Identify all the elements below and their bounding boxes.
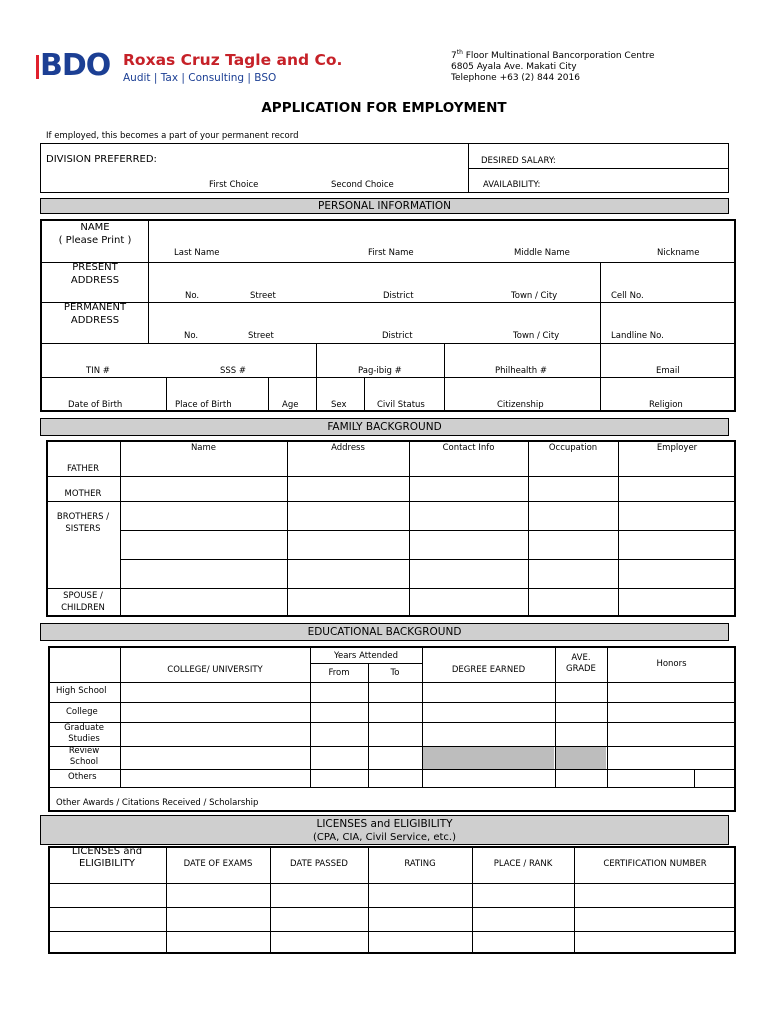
education-heading: EDUCATIONAL BACKGROUND	[40, 623, 729, 641]
logo-services: Audit | Tax | Consulting | BSO	[123, 72, 277, 84]
honors-col: Honors	[656, 659, 687, 669]
logo-mark: BDO	[40, 48, 111, 83]
cell-no-label: Cell No.	[611, 291, 644, 301]
pagibig-label: Pag-ibig #	[358, 366, 402, 376]
family-col-address: Address	[331, 443, 365, 453]
landline-input[interactable]	[602, 304, 734, 328]
permanent-street-label: Street	[248, 331, 274, 341]
siblings-label: BROTHERS / SISTERS	[56, 512, 110, 534]
review-grade-shaded	[556, 747, 606, 769]
place-rank-col: PLACE / RANK	[493, 859, 553, 869]
high-school-label: High School	[56, 686, 107, 696]
middle-name-label: Middle Name	[514, 248, 570, 258]
address-line-2: 6805 Ayala Ave. Makati City	[451, 62, 577, 72]
family-heading: FAMILY BACKGROUND	[40, 418, 729, 436]
licenses-heading: LICENSES and ELIGIBILITY (CPA, CIA, Civil Service, etc.)	[40, 815, 729, 845]
citizenship-label: Citizenship	[497, 400, 544, 410]
dob-label: Date of Birth	[68, 400, 123, 410]
permanent-district-label: District	[382, 331, 413, 341]
name-input[interactable]	[150, 221, 734, 247]
email-label: Email	[656, 366, 680, 376]
company-address	[451, 47, 655, 84]
family-col-name: Name	[190, 443, 217, 453]
licenses-col: LICENSES and ELIGIBILITY	[71, 846, 143, 869]
review-label: Review School	[68, 746, 100, 767]
logo-firm-name: Roxas Cruz Tagle and Co.	[123, 51, 343, 69]
present-town-label: Town / City	[511, 291, 558, 301]
form-title: APPLICATION FOR EMPLOYMENT	[261, 100, 507, 116]
family-col-contact: Contact Info	[442, 443, 495, 453]
years-attended-col: Years Attended	[333, 651, 399, 661]
permanent-address-input[interactable]	[150, 304, 598, 328]
landline-label: Landline No.	[611, 331, 664, 341]
others-label: Others	[68, 772, 97, 782]
permanent-address-label: PERMANENT ADDRESS	[63, 302, 127, 326]
availability-label: AVAILABILITY:	[483, 180, 541, 190]
pagibig-input[interactable]	[318, 345, 442, 365]
ave-grade-col: AVE. GRADE	[566, 653, 596, 674]
spouse-label: SPOUSE / CHILDREN	[61, 591, 105, 613]
age-label: Age	[282, 400, 299, 410]
first-name-label: First Name	[368, 248, 414, 258]
cert-number-col: CERTIFICATION NUMBER	[603, 859, 707, 869]
address-line-1: 7th Floor Multinational Bancorporation Centre	[451, 49, 655, 61]
permanent-town-label: Town / City	[513, 331, 560, 341]
address-line-3: Telephone +63 (2) 844 2016	[451, 73, 580, 83]
record-note: If employed, this becomes a part of your permanent record	[46, 131, 299, 141]
present-no-label: No.	[185, 291, 200, 301]
family-col-occupation: Occupation	[548, 443, 598, 453]
division-input[interactable]	[160, 144, 460, 172]
cell-no-input[interactable]	[602, 264, 734, 288]
present-address-input[interactable]	[150, 264, 598, 288]
family-table	[46, 440, 736, 617]
present-street-label: Street	[250, 291, 276, 301]
division-label: DIVISION PREFERRED:	[46, 154, 157, 165]
from-col: From	[328, 668, 350, 678]
present-district-label: District	[383, 291, 414, 301]
father-label: FATHER	[66, 464, 100, 474]
sex-label: Sex	[331, 400, 347, 410]
to-col: To	[390, 668, 400, 678]
family-col-employer: Employer	[656, 443, 698, 453]
name-label: NAME ( Please Print )	[58, 222, 132, 246]
college-row-label: College	[66, 707, 98, 717]
date-passed-col: DATE PASSED	[290, 859, 348, 869]
rating-col: RATING	[404, 859, 436, 869]
permanent-no-label: No.	[184, 331, 199, 341]
email-input[interactable]	[602, 345, 734, 365]
nickname-label: Nickname	[657, 248, 700, 258]
pob-label: Place of Birth	[175, 400, 232, 410]
availability-input[interactable]	[550, 170, 726, 190]
degree-col: DEGREE EARNED	[451, 665, 526, 675]
logo-accent-bar	[36, 55, 39, 79]
date-exams-col: DATE OF EXAMS	[183, 859, 253, 869]
second-choice-label: Second Choice	[331, 180, 394, 190]
sss-label: SSS #	[220, 366, 247, 376]
college-col: COLLEGE/ UNIVERSITY	[167, 665, 263, 675]
first-choice-label: First Choice	[209, 180, 259, 190]
religion-label: Religion	[649, 400, 683, 410]
desired-salary-input[interactable]	[560, 146, 726, 166]
tin-label: TIN #	[86, 366, 110, 376]
last-name-label: Last Name	[174, 248, 220, 258]
present-address-label: PRESENT ADDRESS	[70, 262, 120, 286]
philhealth-input[interactable]	[446, 345, 598, 365]
personal-info-heading: PERSONAL INFORMATION	[40, 198, 729, 214]
mother-label: MOTHER	[64, 489, 102, 499]
review-degree-shaded	[423, 747, 554, 769]
tin-sss-input[interactable]	[42, 345, 314, 365]
philhealth-label: Philhealth #	[495, 366, 547, 376]
civil-status-label: Civil Status	[377, 400, 425, 410]
graduate-label: Graduate Studies	[64, 723, 104, 744]
desired-salary-label: DESIRED SALARY:	[481, 156, 556, 166]
awards-label: Other Awards / Citations Received / Scholarship	[56, 798, 259, 808]
